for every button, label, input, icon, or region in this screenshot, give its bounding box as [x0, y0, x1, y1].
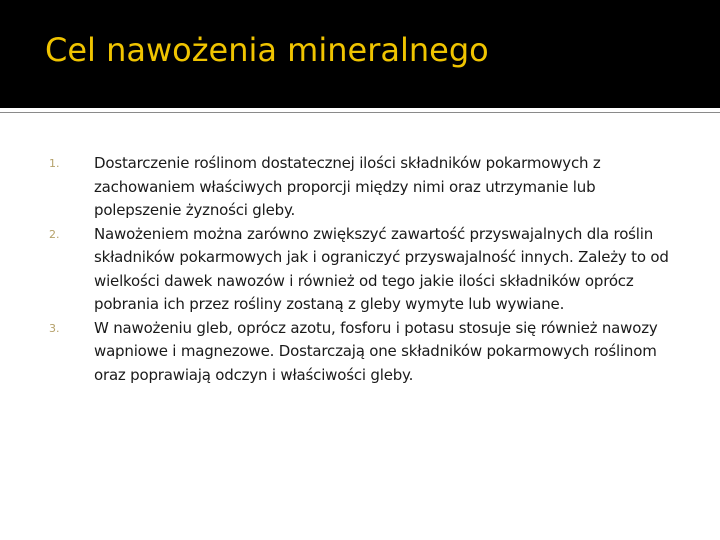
list-item-text: Dostarczenie roślinom dostatecznej ilości składników pokarmowych z zachowaniem właściwych proporcji między nimi oraz utrzymanie lub polepszenie żyzności gleby.: [94, 154, 601, 219]
list-item-number: 2.: [49, 227, 60, 241]
list-item: [0, 317, 720, 388]
list-item-number: 3.: [49, 321, 60, 335]
list-item-text: W nawożeniu gleb, oprócz azotu, fosforu i potasu stosuje się również nawozy wapniowe i magnezowe. Dostarczają one składników pokarmowych roślinom oraz poprawiają odczyn i właściwości gleby.: [94, 318, 658, 384]
title-bar: [0, 0, 720, 108]
list-item: [0, 152, 720, 223]
list-item-text: Nawożeniem można zarówno zwiększyć zawartość przyswajalnych dla roślin składników pokarmowych jak i ograniczyć przyswajalność innych. Zależy to od wielkości dawek nawozów i również od tego jakie ilości składników oprócz pobrania ich przez rośliny zostaną z gleby wymyte lub wywiane.: [94, 224, 669, 313]
title-divider: [0, 112, 720, 113]
numbered-list: [0, 152, 720, 387]
list-item: [0, 223, 720, 317]
list-item-number: 1.: [49, 157, 60, 170]
slide-title: Cel nawożenia mineralnego: [45, 31, 489, 69]
